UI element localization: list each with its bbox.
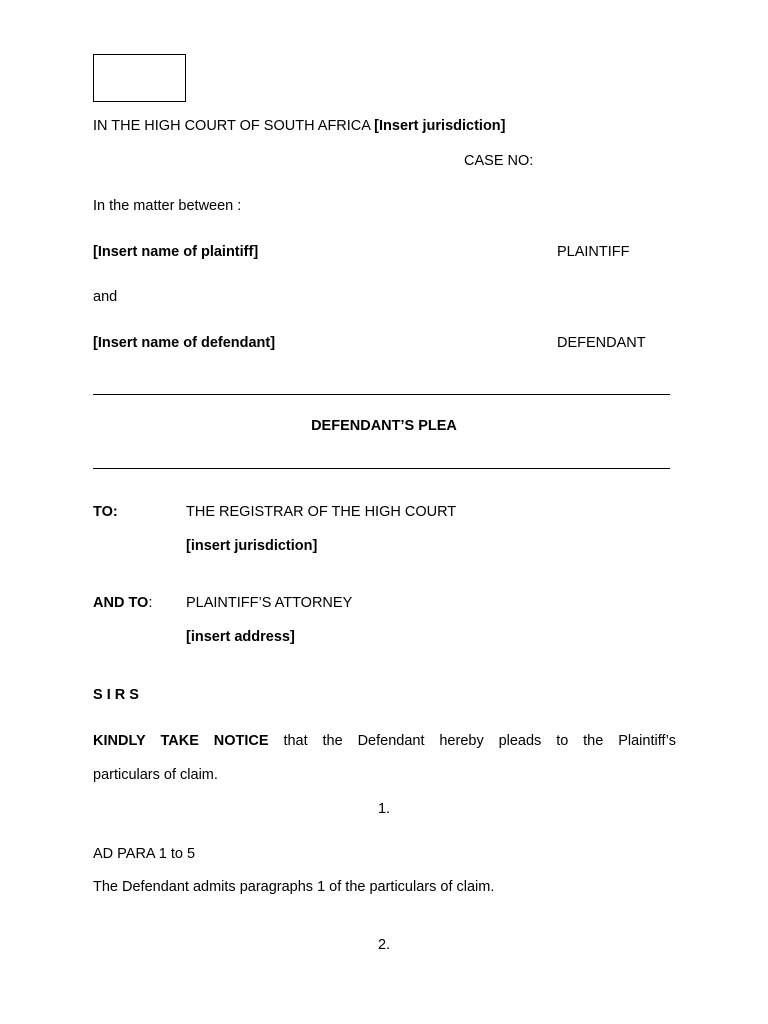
paragraph-number: 1. — [377, 801, 391, 817]
case-number-label: CASE NO: — [464, 153, 534, 169]
and-to-label — [93, 594, 152, 612]
and-to-address-placeholder: [insert address] — [186, 629, 295, 645]
to-jurisdiction-placeholder: [insert jurisdiction] — [186, 538, 318, 554]
notice-word: hereby — [439, 733, 484, 749]
and-to-label-text: AND TO — [93, 595, 149, 611]
notice-word: the — [583, 733, 604, 749]
notice-word: KINDLY — [93, 733, 146, 749]
notice-word: NOTICE — [213, 733, 269, 749]
court-stamp-box — [93, 54, 186, 102]
notice-line-1 — [93, 732, 676, 750]
court-heading — [93, 117, 506, 135]
paragraph-text: The Defendant admits paragraphs 1 of the particulars of claim. — [93, 879, 495, 895]
and-text: and — [93, 289, 118, 305]
notice-word: pleads — [498, 733, 542, 749]
to-label: TO: — [93, 504, 118, 520]
notice-line-2: particulars of claim. — [93, 767, 218, 783]
to-addressee-name: THE REGISTRAR OF THE HIGH COURT — [186, 504, 457, 520]
court-heading-text: IN THE HIGH COURT OF SOUTH AFRICA — [93, 118, 375, 134]
defendant-role-label: DEFENDANT — [557, 335, 646, 351]
and-to-addressee-name: PLAINTIFF’S ATTORNEY — [186, 595, 353, 611]
salutation: S I R S — [93, 687, 139, 703]
document-title: DEFENDANT’S PLEA — [311, 418, 457, 434]
title-top-rule — [93, 394, 670, 395]
paragraph-heading: AD PARA 1 to 5 — [93, 846, 196, 862]
notice-word: Plaintiff’s — [618, 733, 676, 749]
plaintiff-role-label: PLAINTIFF — [557, 244, 630, 260]
notice-word: to — [556, 733, 569, 749]
notice-word: the — [322, 733, 343, 749]
and-to-colon: : — [148, 595, 153, 611]
plaintiff-name-placeholder: [Insert name of plaintiff] — [93, 244, 259, 260]
notice-word: that — [283, 733, 308, 749]
court-jurisdiction-placeholder: [Insert jurisdiction] — [374, 118, 506, 134]
defendant-name-placeholder: [Insert name of defendant] — [93, 335, 276, 351]
title-bottom-rule — [93, 468, 670, 469]
paragraph-number: 2. — [377, 937, 391, 953]
notice-word: TAKE — [160, 733, 199, 749]
matter-between-text: In the matter between : — [93, 198, 242, 214]
notice-word: Defendant — [357, 733, 425, 749]
